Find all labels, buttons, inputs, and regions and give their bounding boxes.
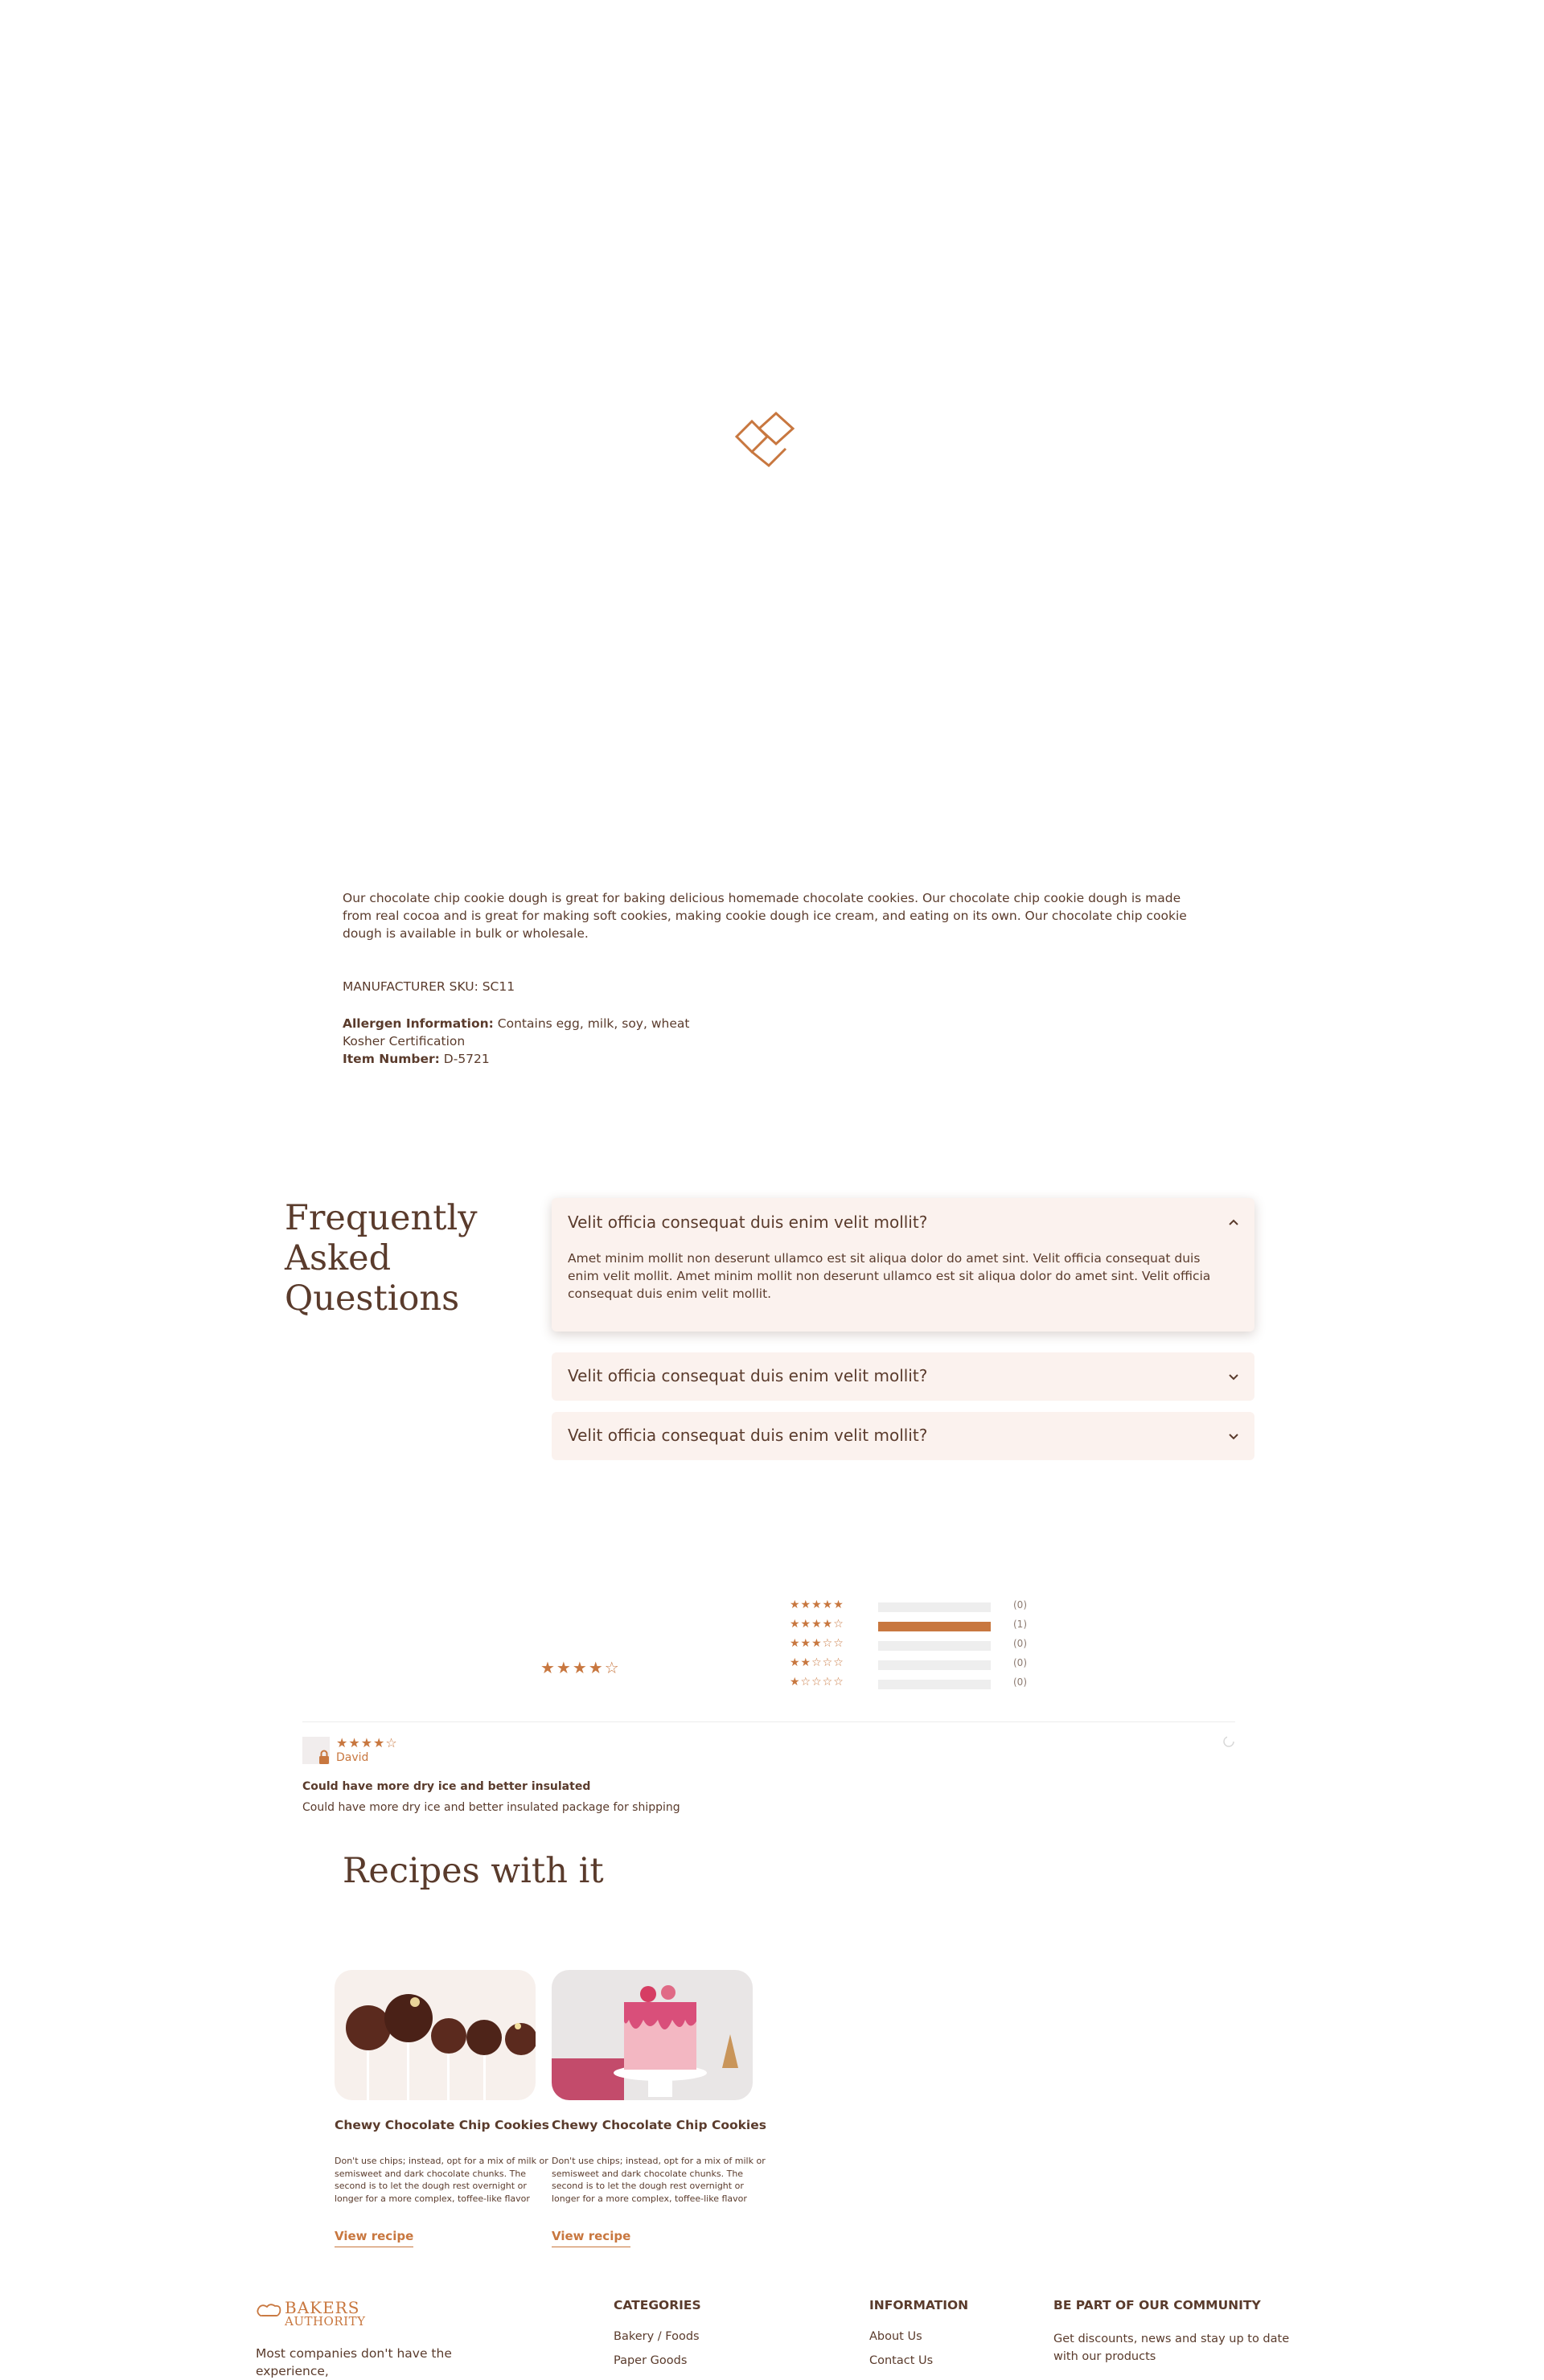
rating-stars: ★★★★★ (790, 1598, 844, 1611)
allergen-info (343, 1015, 1066, 1032)
footer-categories-heading: CATEGORIES (614, 2298, 701, 2312)
item-number-value: D-5721 (439, 1052, 490, 1066)
rating-bar (878, 1622, 991, 1631)
rating-bar (878, 1602, 991, 1612)
bakers-authority-logo[interactable] (256, 2296, 368, 2329)
rating-count: (0) (1013, 1599, 1027, 1611)
rating-stars: ★☆☆☆☆ (790, 1676, 844, 1689)
chevron-up-icon[interactable] (1227, 1216, 1240, 1229)
faq-question[interactable]: Velit officia consequat duis enim velit mollit? (568, 1213, 928, 1232)
footer-link-contact-us[interactable]: Contact Us (869, 2354, 934, 2367)
review-stars: ★★★★☆ (336, 1735, 398, 1750)
lock-icon (318, 1750, 330, 1764)
allergen-label: Allergen Information: (343, 1016, 494, 1031)
recipe-title[interactable]: Chewy Chocolate Chip Cookies (335, 2118, 549, 2132)
faq-question[interactable]: Velit officia consequat duis enim velit mollit? (568, 1426, 928, 1445)
footer-link-bakery-foods[interactable]: Bakery / Foods (614, 2330, 700, 2343)
chevron-down-icon[interactable] (1227, 1370, 1240, 1383)
recipes-title: Recipes with it (343, 1851, 604, 1891)
rating-count: (1) (1013, 1619, 1027, 1630)
rating-bar (878, 1660, 991, 1670)
average-rating-stars: ★★★★☆ (540, 1658, 621, 1677)
faq-item-3[interactable] (552, 1412, 1254, 1460)
chef-hat-icon (256, 2303, 283, 2320)
footer-community-text: Get discounts, news and stay up to date with our products (1053, 2333, 1290, 2363)
drip-cake-image (552, 1970, 753, 2100)
logo-text-line2: AUTHORITY (285, 2314, 366, 2329)
product-meta (343, 1015, 1066, 1068)
rating-row-3[interactable] (790, 1637, 1047, 1655)
rating-bar-fill (878, 1622, 991, 1631)
faq-title: Frequently Asked Questions (285, 1198, 478, 1319)
faq-answer: Amet minim mollit non deserunt ullamco est sit aliqua dolor do amet sint. Velit officia consequat duis enim velit mollit. Amet minim mollit non deserunt ullamco est sit aliqua dolor do amet sint. Velit officia consequat duis enim velit mollit. (568, 1251, 1211, 1301)
rating-row-2[interactable] (790, 1656, 1047, 1674)
product-description: Our chocolate chip cookie dough is great for baking delicious homemade chocolate cookies. Our chocolate chip cookie dough is made from real cocoa and is great for making soft cookies, making cookie dough ice cream, and eating on its own. Our chocolate chip cookie dough is available in bulk or wholesale. (343, 891, 1187, 941)
rating-row-1[interactable] (790, 1676, 1047, 1693)
faq-item-2[interactable] (552, 1352, 1254, 1401)
recipe-description: Don't use chips; instead, opt for a mix of milk or semisweet and dark chocolate chunks. The second is to let the dough rest overnight or longer for a more complex, toffee-like flavor (552, 2156, 766, 2204)
review-body: Could have more dry ice and better insulated package for shipping (302, 1801, 680, 1814)
rating-count: (0) (1013, 1676, 1027, 1688)
faq-question[interactable]: Velit officia consequat duis enim velit mollit? (568, 1366, 928, 1385)
footer-community-heading: BE PART OF OUR COMMUNITY (1053, 2298, 1261, 2312)
recipe-image-cake-pops[interactable] (335, 1970, 536, 2100)
rating-count: (0) (1013, 1657, 1027, 1668)
view-recipe-link[interactable]: View recipe (552, 2229, 630, 2247)
allergen-value: Contains egg, milk, soy, wheat (493, 1016, 690, 1031)
footer-about-text: Most companies don't have the experience, (256, 2346, 452, 2378)
manufacturer-sku: MANUFACTURER SKU: SC11 (343, 979, 515, 994)
cake-pops-image (335, 1970, 536, 2100)
item-number-label: Item Number: (343, 1052, 440, 1066)
view-recipe-link[interactable]: View recipe (335, 2229, 413, 2247)
recipe-description: Don't use chips; instead, opt for a mix of milk or semisweet and dark chocolate chunks. The second is to let the dough rest overnight or longer for a more complex, toffee-like flavor (335, 2156, 548, 2204)
recipe-image-drip-cake[interactable] (552, 1970, 753, 2100)
faq-item-1[interactable] (552, 1198, 1254, 1332)
rating-bar (878, 1641, 991, 1651)
review-title: Could have more dry ice and better insulated (302, 1780, 591, 1793)
footer-link-paper-goods[interactable]: Paper Goods (614, 2354, 688, 2367)
review-divider (302, 1721, 1235, 1722)
recipe-title[interactable]: Chewy Chocolate Chip Cookies (552, 2118, 766, 2132)
chevron-down-icon[interactable] (1227, 1430, 1240, 1442)
logo-text-line1: BAKERS (285, 2298, 360, 2317)
loading-logo-icon (734, 411, 803, 467)
rating-count: (0) (1013, 1638, 1027, 1649)
footer-link-about-us[interactable]: About Us (869, 2330, 922, 2343)
review-author: David (336, 1751, 369, 1764)
rating-stars: ★★★★☆ (790, 1618, 844, 1631)
kosher-certification: Kosher Certification (343, 1034, 466, 1048)
rating-stars: ★★★☆☆ (790, 1637, 844, 1650)
rating-stars: ★★☆☆☆ (790, 1656, 844, 1669)
footer-information-heading: INFORMATION (869, 2298, 969, 2312)
rating-bar (878, 1680, 991, 1689)
rating-row-4[interactable] (790, 1618, 1047, 1635)
loading-spinner-icon (1222, 1735, 1235, 1748)
rating-row-5[interactable] (790, 1598, 1047, 1616)
item-number (343, 1050, 1066, 1068)
